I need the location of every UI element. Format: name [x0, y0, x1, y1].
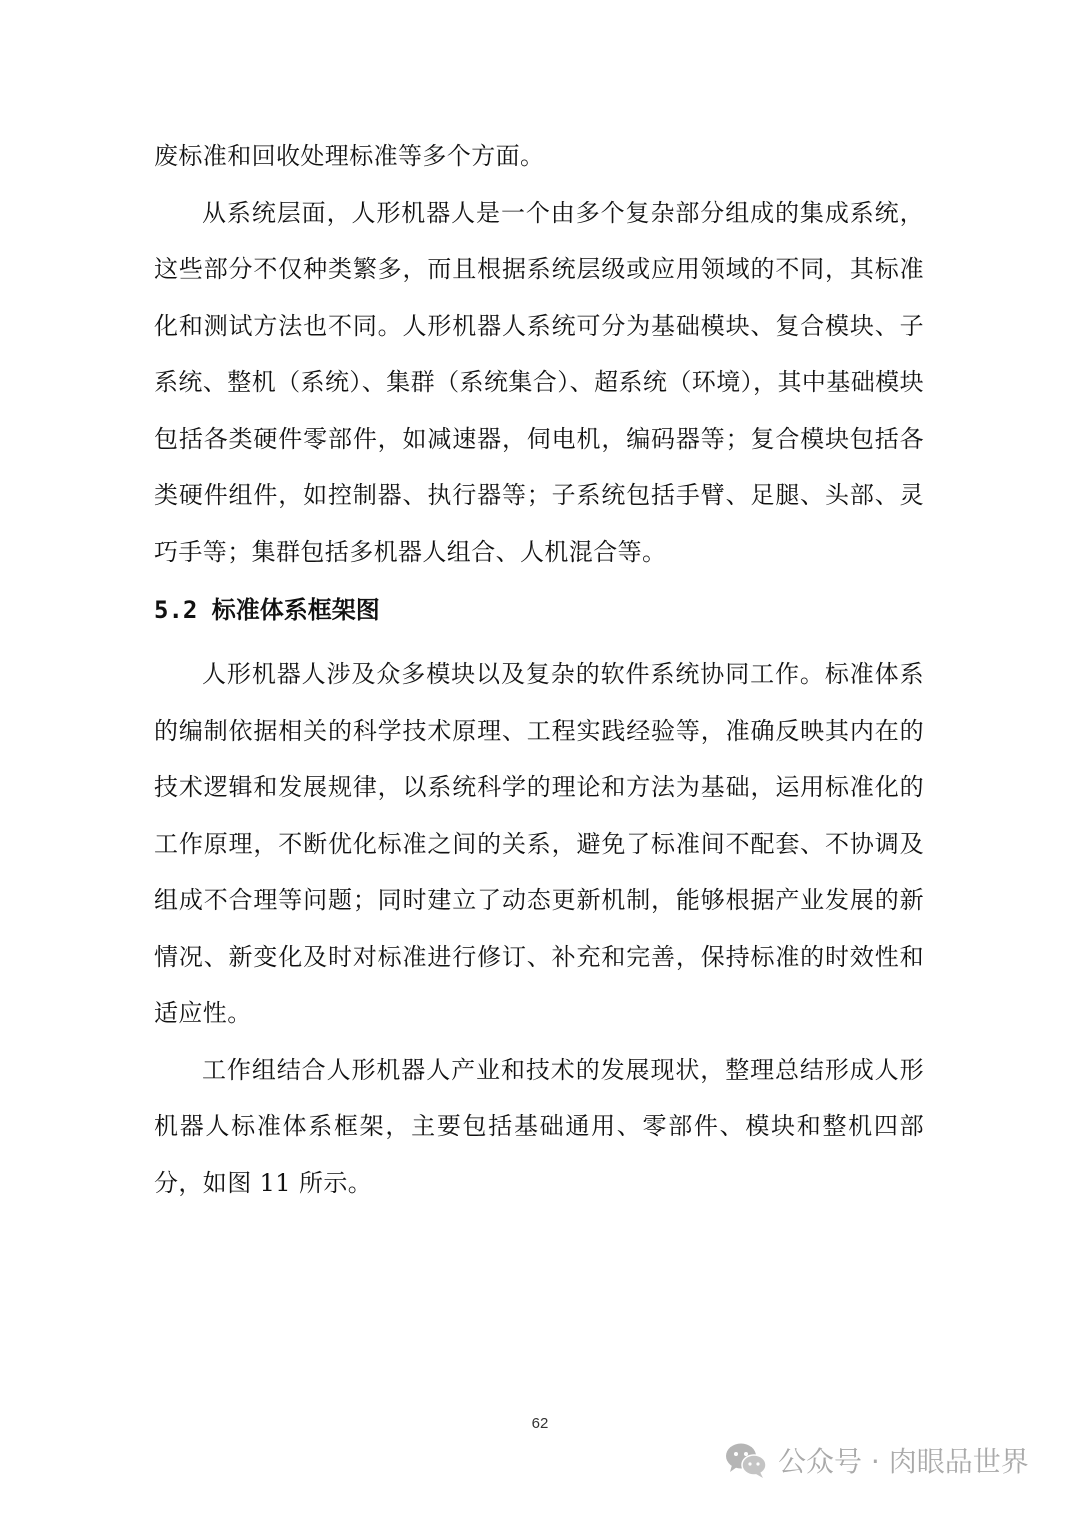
document-body	[154, 128, 924, 1211]
page-number: 62	[531, 1415, 549, 1432]
watermark-text: 公众号 · 肉眼品世界	[778, 1445, 1029, 1478]
watermark	[724, 1432, 1029, 1488]
paragraph-framework: 工作组结合人形机器人产业和技术的发展现状，整理总结形成人形机器人标准体系框架，主要包括基础通用、零部件、模块和整机四部分，如图 11 所示。	[154, 1055, 924, 1197]
paragraph-standard-system: 人形机器人涉及众多模块以及复杂的软件系统协同工作。标准体系的编制依据相关的科学技术原理、工程实践经验等，准确反映其内在的技术逻辑和发展规律，以系统科学的理论和方法为基础，运用标准化的工作原理，不断优化标准之间的关系，避免了标准间不配套、不协调及组成不合理等问题；同时建立了动态更新机制，能够根据产业发展的新情况、新变化及时对标准进行修订、补充和完善，保持标准的时效性和适应性。	[154, 660, 924, 1027]
paragraph-continuation: 废标准和回收处理标准等多个方面。	[154, 142, 545, 170]
section-heading: 5.2 标准体系框架图	[154, 596, 380, 624]
paragraph-system-levels: 从系统层面，人形机器人是一个由多个复杂部分组成的集成系统，这些部分不仅种类繁多，而且根据系统层级或应用领域的不同，其标准化和测试方法也不同。人形机器人系统可分为基础模块、复合模块、子系统、整机（系统）、集群（系统集合）、超系统（环境），其中基础模块包括各类硬件零部件，如减速器，伺电机，编码器等；复合模块包括各类硬件组件，如控制器、执行器等；子系统包括手臂、足腿、头部、灵巧手等；集群包括多机器人组合、人机混合等。	[154, 198, 924, 566]
wechat-icon	[724, 1440, 768, 1480]
